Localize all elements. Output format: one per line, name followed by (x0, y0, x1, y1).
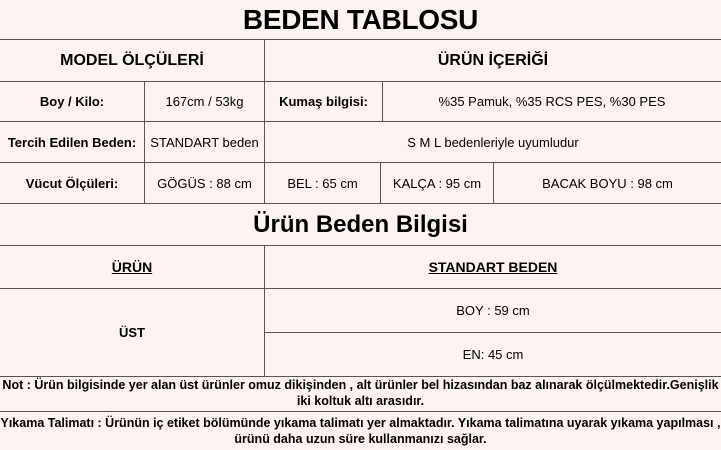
product-top: ÜST (0, 289, 265, 376)
table-header-row (0, 246, 721, 289)
chest-value: GÖGÜS : 88 cm (145, 163, 265, 203)
table-row (0, 82, 721, 122)
size-compat: S M L bedenleriyle uyumludur (407, 134, 579, 150)
height-weight-value: 167cm / 53kg (145, 82, 265, 121)
table-header-row (0, 40, 721, 82)
standard-col-header: STANDART BEDEN (428, 259, 558, 275)
preferred-size-value: STANDART beden (145, 122, 265, 162)
product-size-table (0, 245, 721, 377)
table-row (0, 163, 721, 204)
wash-instructions: Yıkama Talimatı : Ürünün iç etiket bölümünde yıkama talimatı yer almaktadır. Yıkama talimatına uyarak yıkama yapılması , ürünü daha uzun süre kullanmanızı sağlar. (0, 416, 721, 446)
standard-size-values (265, 289, 721, 376)
product-content-header: ÜRÜN İÇERİĞİ (437, 51, 549, 69)
page-title: BEDEN TABLOSU (242, 4, 479, 35)
width-value: EN: 45 cm (462, 347, 524, 362)
table-row (0, 289, 721, 377)
height-weight-label: Boy / Kilo: (0, 82, 145, 121)
leg-length-value: BACAK BOYU : 98 cm (542, 175, 673, 191)
size-info-title: Ürün Beden Bilgisi (253, 211, 468, 238)
model-header: MODEL ÖLÇÜLERİ (0, 40, 265, 81)
waist-value: BEL : 65 cm (265, 163, 381, 203)
length-value: BOY : 59 cm (265, 289, 721, 333)
hip-value: KALÇA : 95 cm (381, 163, 494, 203)
body-measure-label: Vücut Ölçüleri: (0, 163, 145, 203)
fabric-value: %35 Pamuk, %35 RCS PES, %30 PES (438, 94, 666, 109)
model-measurements-table (0, 39, 721, 204)
measurement-note: Not : Ürün bilgisinde yer alan üst ürünler omuz dikişinden , alt ürünler bel hizasından baz alınarak ölçülmektedir.Genişlik iki koltuk altı arasıdır. (0, 375, 721, 412)
preferred-size-label: Tercih Edilen Beden: (0, 122, 145, 162)
product-col-header: ÜRÜN (0, 246, 265, 288)
fabric-label: Kumaş bilgisi: (265, 82, 383, 121)
table-row (0, 122, 721, 163)
